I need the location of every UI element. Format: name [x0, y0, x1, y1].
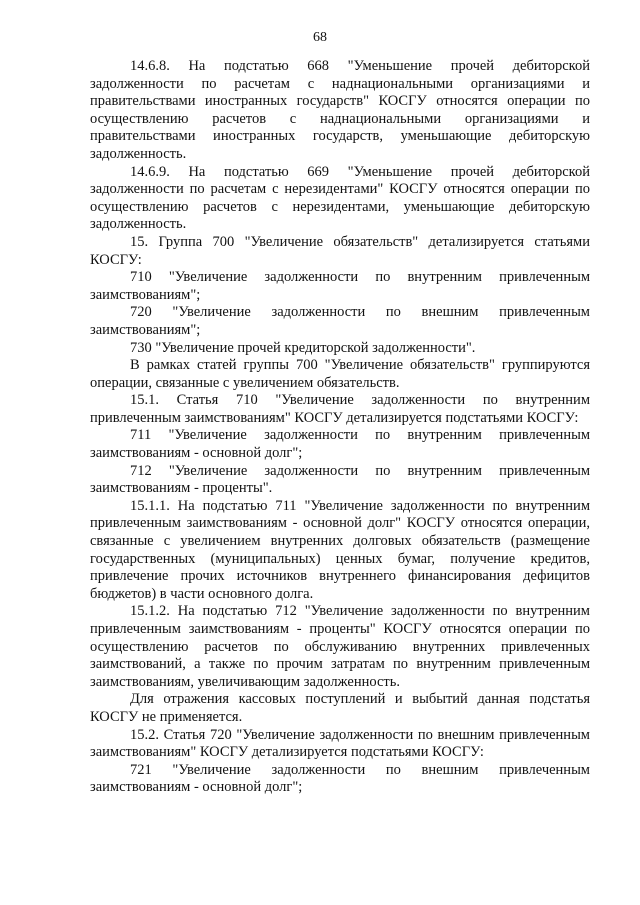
list-item-721: 721 "Увеличение задолженности по внешним привлеченным заимствованиям - основной долг"; [90, 761, 590, 796]
paragraph-14-6-9: 14.6.9. На подстатью 669 "Уменьшение прочей дебиторской задолженности по расчетам с нерезидентами" КОСГУ относятся операции по осуществлению расчетов с нерезидентами, уменьшающие дебиторскую задолженность. [90, 163, 590, 233]
paragraph-15-1-2: 15.1.2. На подстатью 712 "Увеличение задолженности по внутренним привлеченным заимствованиям - проценты" КОСГУ относятся операции по осуществлению расчетов по обслуживанию внутренних привлеченных заимствований, а также по прочим затратам по внутренним привлеченным заимствованиям, увеличивающим задолженность. [90, 603, 590, 690]
list-item-712: 712 "Увеличение задолженности по внутренним привлеченным заимствованиям - проценты". [90, 462, 590, 497]
document-body [90, 58, 590, 797]
page-number: 68 [313, 30, 327, 45]
paragraph-group-700: В рамках статей группы 700 "Увеличение обязательств" группируются операции, связанные с увеличением обязательств. [90, 357, 590, 391]
paragraph-14-6-8: 14.6.8. На подстатью 668 "Уменьшение прочей дебиторской задолженности по расчетам с наднациональными организациями и правительствами иностранных государств" КОСГУ относятся операции по осуществлению расчетов с наднациональными организациями и правительствами иностранных государств, уменьшающие дебиторскую задолженность. [90, 58, 590, 162]
paragraph-15-2: 15.2. Статья 720 "Увеличение задолженности по внешним привлеченным заимствованиям" КОСГУ детализируется подстатьями КОСГУ: [90, 726, 590, 761]
list-item-730: 730 "Увеличение прочей кредиторской задолженности". [130, 339, 476, 356]
paragraph-15-1-1: 15.1.1. На подстатью 711 "Увеличение задолженности по внутренним привлеченным заимствованиям - основной долг" КОСГУ относятся операции, связанные с увеличением внутренних долговых обязательств (размещение государственных (муниципальных) ценных бумаг, получение кредитов, привлечение прочих источников внутреннего финансирования дефицитов бюджетов) в части основного долга. [90, 497, 590, 602]
paragraph-note: Для отражения кассовых поступлений и выбытий данная подстатья КОСГУ не применяется. [90, 691, 590, 725]
list-item-710: 710 "Увеличение задолженности по внутренним привлеченным заимствованиям"; [90, 269, 590, 303]
list-item-720: 720 "Увеличение задолженности по внешним привлеченным заимствованиям"; [90, 304, 590, 338]
list-item-711: 711 "Увеличение задолженности по внутренним привлеченным заимствованиям - основной долг"; [90, 427, 590, 462]
paragraph-15: 15. Группа 700 "Увеличение обязательств" детализируется статьями КОСГУ: [90, 233, 590, 268]
paragraph-15-1: 15.1. Статья 710 "Увеличение задолженности по внутренним привлеченным заимствованиям" КОСГУ детализируется подстатьями КОСГУ: [90, 392, 590, 426]
